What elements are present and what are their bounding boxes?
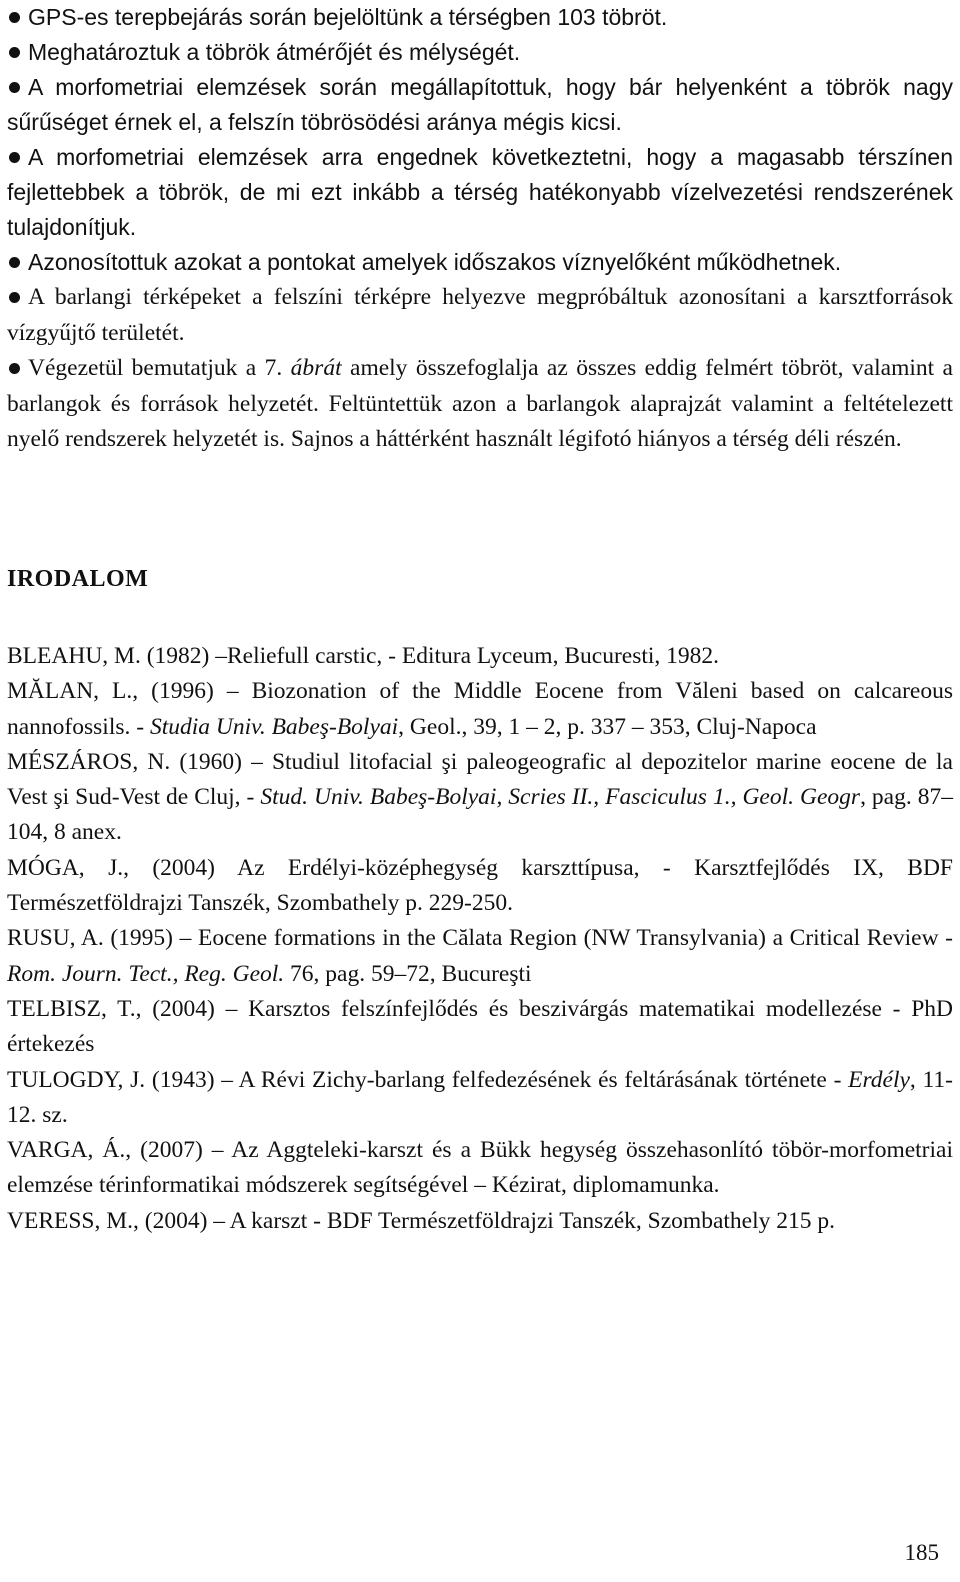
page-number: 185 <box>904 1540 939 1565</box>
list-item: A morfometriai elemzések arra engednek következtetni, hogy a magasabb térszínen fejlettebbek a töbrök, de mi ezt inkább a térség hatékonyabb vízelvezetési rendszerének tulajdonítjuk. <box>7 144 953 240</box>
findings-list <box>7 0 953 458</box>
reference-item: VARGA, Á., (2007) – Az Aggteleki-karszt és a Bükk hegység összehasonlító töbör-morfometriai elemzése térinformatikai módszerek segítségével – Kézirat, diplomamunka. <box>7 1137 953 1199</box>
reference-item: BLEAHU, M. (1982) –Reliefull carstic, - Editura Lyceum, Bucuresti, 1982. <box>7 643 720 669</box>
bullet-icon <box>9 257 20 268</box>
list-item: Végezetül bemutatjuk a 7. ábrát amely összefoglalja az összes eddig felmért töbröt, valamint a barlangok és források helyzetét. Feltüntettük azon a barlangok alaprajzát valamint a feltételezett nyelő rendszerek helyzetét is. Sajnos a háttérként használt légifotó hiányos a térség déli részén. <box>7 355 953 452</box>
reference-item: VERESS, M., (2004) – A karszt - BDF Természetföldrajzi Tanszék, Szombathely 215 p. <box>7 1207 836 1234</box>
findings-list-serif <box>7 280 953 458</box>
bullet-icon <box>9 82 20 93</box>
section-heading: IRODALOM <box>7 566 149 592</box>
reference-item: MÓGA, J., (2004) Az Erdélyi-középhegység karszttípusa, - Karsztfejlődés IX, BDF Természetföldrajzi Tanszék, Szombathely p. 229-250. <box>7 854 953 917</box>
bullet-icon <box>9 152 20 163</box>
bullet-icon <box>9 12 20 23</box>
bullet-icon <box>9 292 20 303</box>
list-item: GPS-es terepbejárás során bejelöltünk a térségben 103 töbröt. <box>7 0 953 35</box>
list-item: Azonosítottuk azokat a pontokat amelyek időszakos víznyelőként működhetnek. <box>7 245 953 280</box>
reference-list <box>7 639 953 1239</box>
reference-item: MĂLAN, L., (1996) – Biozonation of the Middle Eocene from Văleni based on calcareous nannofossils. - Studia Univ. Babeş-Bolyai, Geol., 39, 1 – 2, p. 337 – 353, Cluj-Napoca <box>7 678 953 740</box>
reference-item: TELBISZ, T., (2004) – Karsztos felszínfejlődés és beszivárgás matematikai modellezése - PhD értekezés <box>7 995 953 1058</box>
reference-item: TULOGDY, J. (1943) – A Révi Zichy-barlang felfedezésének és feltárásának története - Erdély, 11-12. sz. <box>7 1066 953 1128</box>
list-item: A morfometriai elemzések során megállapítottuk, hogy bár helyenként a töbrök nagy sűrűséget érnek el, a felszín töbrösödési aránya mégis kicsi. <box>7 74 953 135</box>
reference-item: RUSU, A. (1995) – Eocene formations in the Călata Region (NW Transylvania) a Critical Review - Rom. Journ. Tect., Reg. Geol. 76, pag. 59–72, Bucureşti <box>7 925 953 987</box>
bullet-icon <box>9 47 20 58</box>
reference-item: MÉSZÁROS, N. (1960) – Studiul litofacial şi paleogeografic al depozitelor marine eocene de la Vest şi Sud-Vest de Cluj, - Stud. Univ. Babeş-Bolyai, Scries II., Fasciculus 1., Geol. Geogr, pag. 87–104, 8 anex. <box>7 748 953 846</box>
list-item: Meghatároztuk a töbrök átmérőjét és mélységét. <box>7 35 953 70</box>
bullet-icon <box>9 363 20 374</box>
list-item: A barlangi térképeket a felszíni térképre helyezve megpróbáltuk azonosítani a karsztforrások vízgyűjtő területét. <box>7 284 953 346</box>
